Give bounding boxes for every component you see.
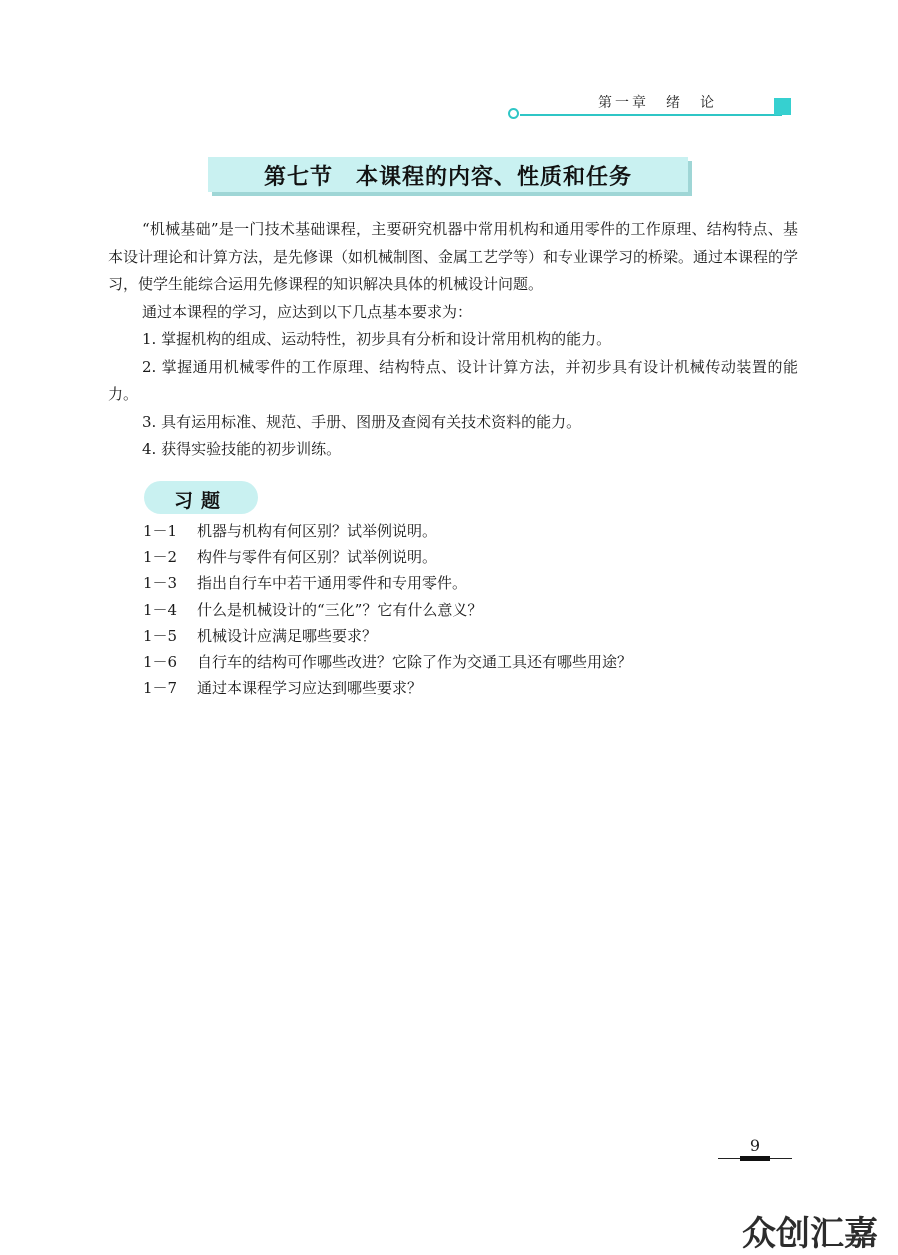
exercise-text: 构件与零件有何区别？试举例说明。	[197, 548, 438, 567]
exercise-text: 机械设计应满足哪些要求？	[197, 626, 378, 645]
requirement-item: 4. 获得实验技能的初步训练。	[142, 440, 342, 458]
exercise-item	[143, 544, 783, 570]
requirement-item: 2. 掌握通用机械零件的工作原理、结构特点、设计计算方法，并初步具有设计机械传动装置的能力。	[108, 357, 798, 403]
footer-rule-accent	[740, 1156, 770, 1161]
exercise-number: 1－6	[143, 652, 178, 671]
exercise-item	[143, 570, 783, 596]
page-number: 9	[749, 1136, 761, 1155]
exercise-text: 通过本课程学习应达到哪些要求？	[197, 679, 423, 698]
body-text	[108, 216, 798, 464]
exercise-item	[143, 597, 783, 623]
paragraph: 通过本课程的学习，应达到以下几点基本要求为：	[142, 302, 473, 321]
watermark-logo: 众创汇嘉	[742, 1214, 878, 1254]
exercise-number: 1－3	[143, 574, 178, 593]
exercise-list	[143, 518, 783, 701]
exercise-number: 1－1	[143, 522, 178, 540]
exercise-number: 1－4	[143, 600, 178, 619]
exercise-text: 自行车的结构可作哪些改进？它除了作为交通工具还有哪些用途？	[197, 652, 633, 671]
exercise-number: 1－2	[143, 548, 178, 567]
exercise-number: 1－7	[143, 679, 178, 698]
exercise-text: 指出自行车中若干通用零件和专用零件。	[197, 574, 468, 593]
exercise-item	[143, 623, 783, 649]
paragraph: “机械基础”是一门技术基础课程，主要研究机器中常用机构和通用零件的工作原理、结构特点、基本设计理论和计算方法，是先修课（如机械制图、金属工艺学等）和专业课学习的桥梁。通过本课程的学习，使学生能综合运用先修课程的知识解决具体的机械设计问题。	[108, 220, 799, 293]
exercise-item	[143, 518, 783, 544]
exercise-number: 1－5	[143, 626, 178, 645]
section-title: 第七节 本课程的内容、性质和任务	[263, 165, 632, 190]
exercises-heading: 习题	[173, 490, 228, 512]
square-ornament-icon	[774, 98, 791, 115]
exercise-text: 机器与机构有何区别？试举例说明。	[197, 522, 438, 540]
chapter-heading: 第一章 绪 论	[598, 95, 717, 111]
header-rule	[520, 114, 782, 116]
requirement-item: 3. 具有运用标准、规范、手册、图册及查阅有关技术资料的能力。	[142, 412, 582, 431]
exercise-item	[143, 649, 783, 675]
exercise-text: 什么是机械设计的“三化”？它有什么意义？	[197, 600, 483, 619]
exercise-item	[143, 675, 783, 701]
requirement-item: 1. 掌握机构的组成、运动特性，初步具有分析和设计常用机构的能力。	[142, 330, 612, 348]
exercises-heading-badge	[144, 481, 258, 514]
circle-ornament-icon	[508, 108, 519, 119]
running-head	[508, 90, 798, 124]
section-title-banner	[208, 157, 688, 192]
page-footer	[718, 1134, 792, 1164]
